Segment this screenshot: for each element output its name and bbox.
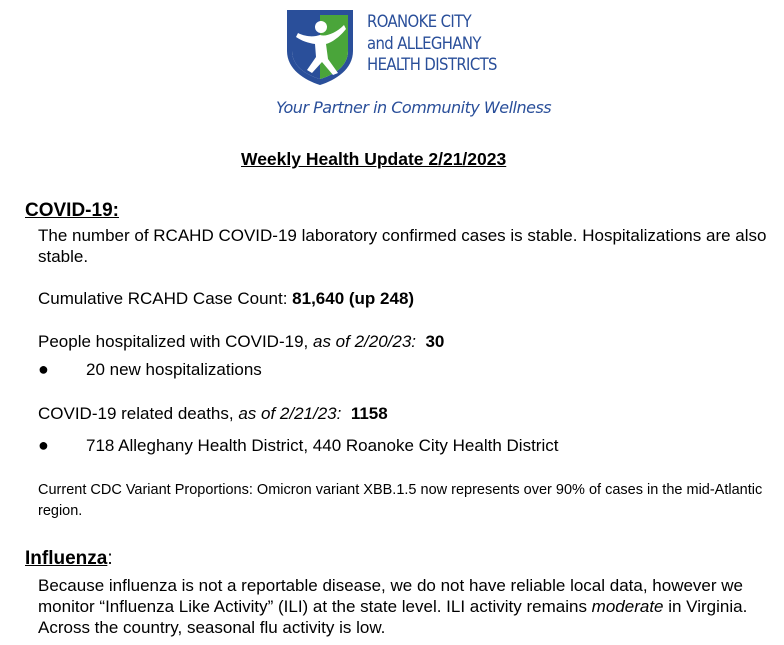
hospitalized-bullet-text: 20 new hospitalizations (86, 360, 262, 379)
deaths-line (38, 404, 388, 424)
list-item (38, 435, 558, 456)
list-item (38, 359, 262, 380)
hospitalized-label: People hospitalized with COVID-19, (38, 332, 313, 351)
deaths-label: COVID-19 related deaths, (38, 404, 239, 423)
hospitalized-line (38, 332, 444, 352)
influenza-text-end: in Virginia. Across the country, seasonal flu activity is low. (38, 597, 748, 637)
covid-heading-text: COVID-19: (25, 200, 119, 221)
bullet-icon: ● (38, 435, 49, 455)
organization-name (367, 11, 497, 76)
org-name-line2: and ALLEGHANY (367, 33, 481, 53)
influenza-activity-level: moderate (591, 597, 664, 616)
case-count-label: Cumulative RCAHD Case Count: (38, 289, 293, 308)
covid-summary: The number of RCAHD COVID-19 laboratory confirmed cases is stable. Hospitalizations are also stable. (38, 226, 767, 266)
covid-heading (25, 200, 119, 222)
tagline: Your Partner in Community Wellness (276, 98, 552, 117)
influenza-heading-text: Influenza (25, 548, 108, 569)
influenza-heading (25, 548, 113, 570)
hospitalized-as-of: as of 2/20/23: (312, 332, 417, 351)
org-name-line3: HEALTH DISTRICTS (367, 55, 497, 74)
org-name-line1: ROANOKE CITY (367, 12, 472, 31)
case-count-value: 81,640 (up 248) (292, 289, 415, 308)
influenza-text-start: Because influenza is not a reportable disease, we do not have reliable local data, however we monitor “Influenza Like Activity” (ILI) at the state level. ILI activity remains (38, 576, 743, 616)
deaths-bullet-text: 718 Alleghany Health District, 440 Roanoke City Health District (86, 436, 559, 455)
hospitalized-value: 30 (425, 332, 445, 351)
variant-note: Current CDC Variant Proportions: Omicron variant XBB.1.5 now represents over 90% of cases in the mid-Atlantic region. (38, 482, 763, 519)
deaths-as-of: as of 2/21/23: (238, 404, 342, 423)
bullet-icon: ● (38, 359, 49, 379)
health-district-logo (284, 7, 356, 87)
page-title: Weekly Health Update 2/21/2023 (241, 149, 507, 169)
deaths-value: 1158 (350, 404, 388, 423)
influenza-paragraph (38, 575, 768, 638)
influenza-heading-colon: : (107, 548, 113, 569)
case-count-line (38, 289, 414, 309)
